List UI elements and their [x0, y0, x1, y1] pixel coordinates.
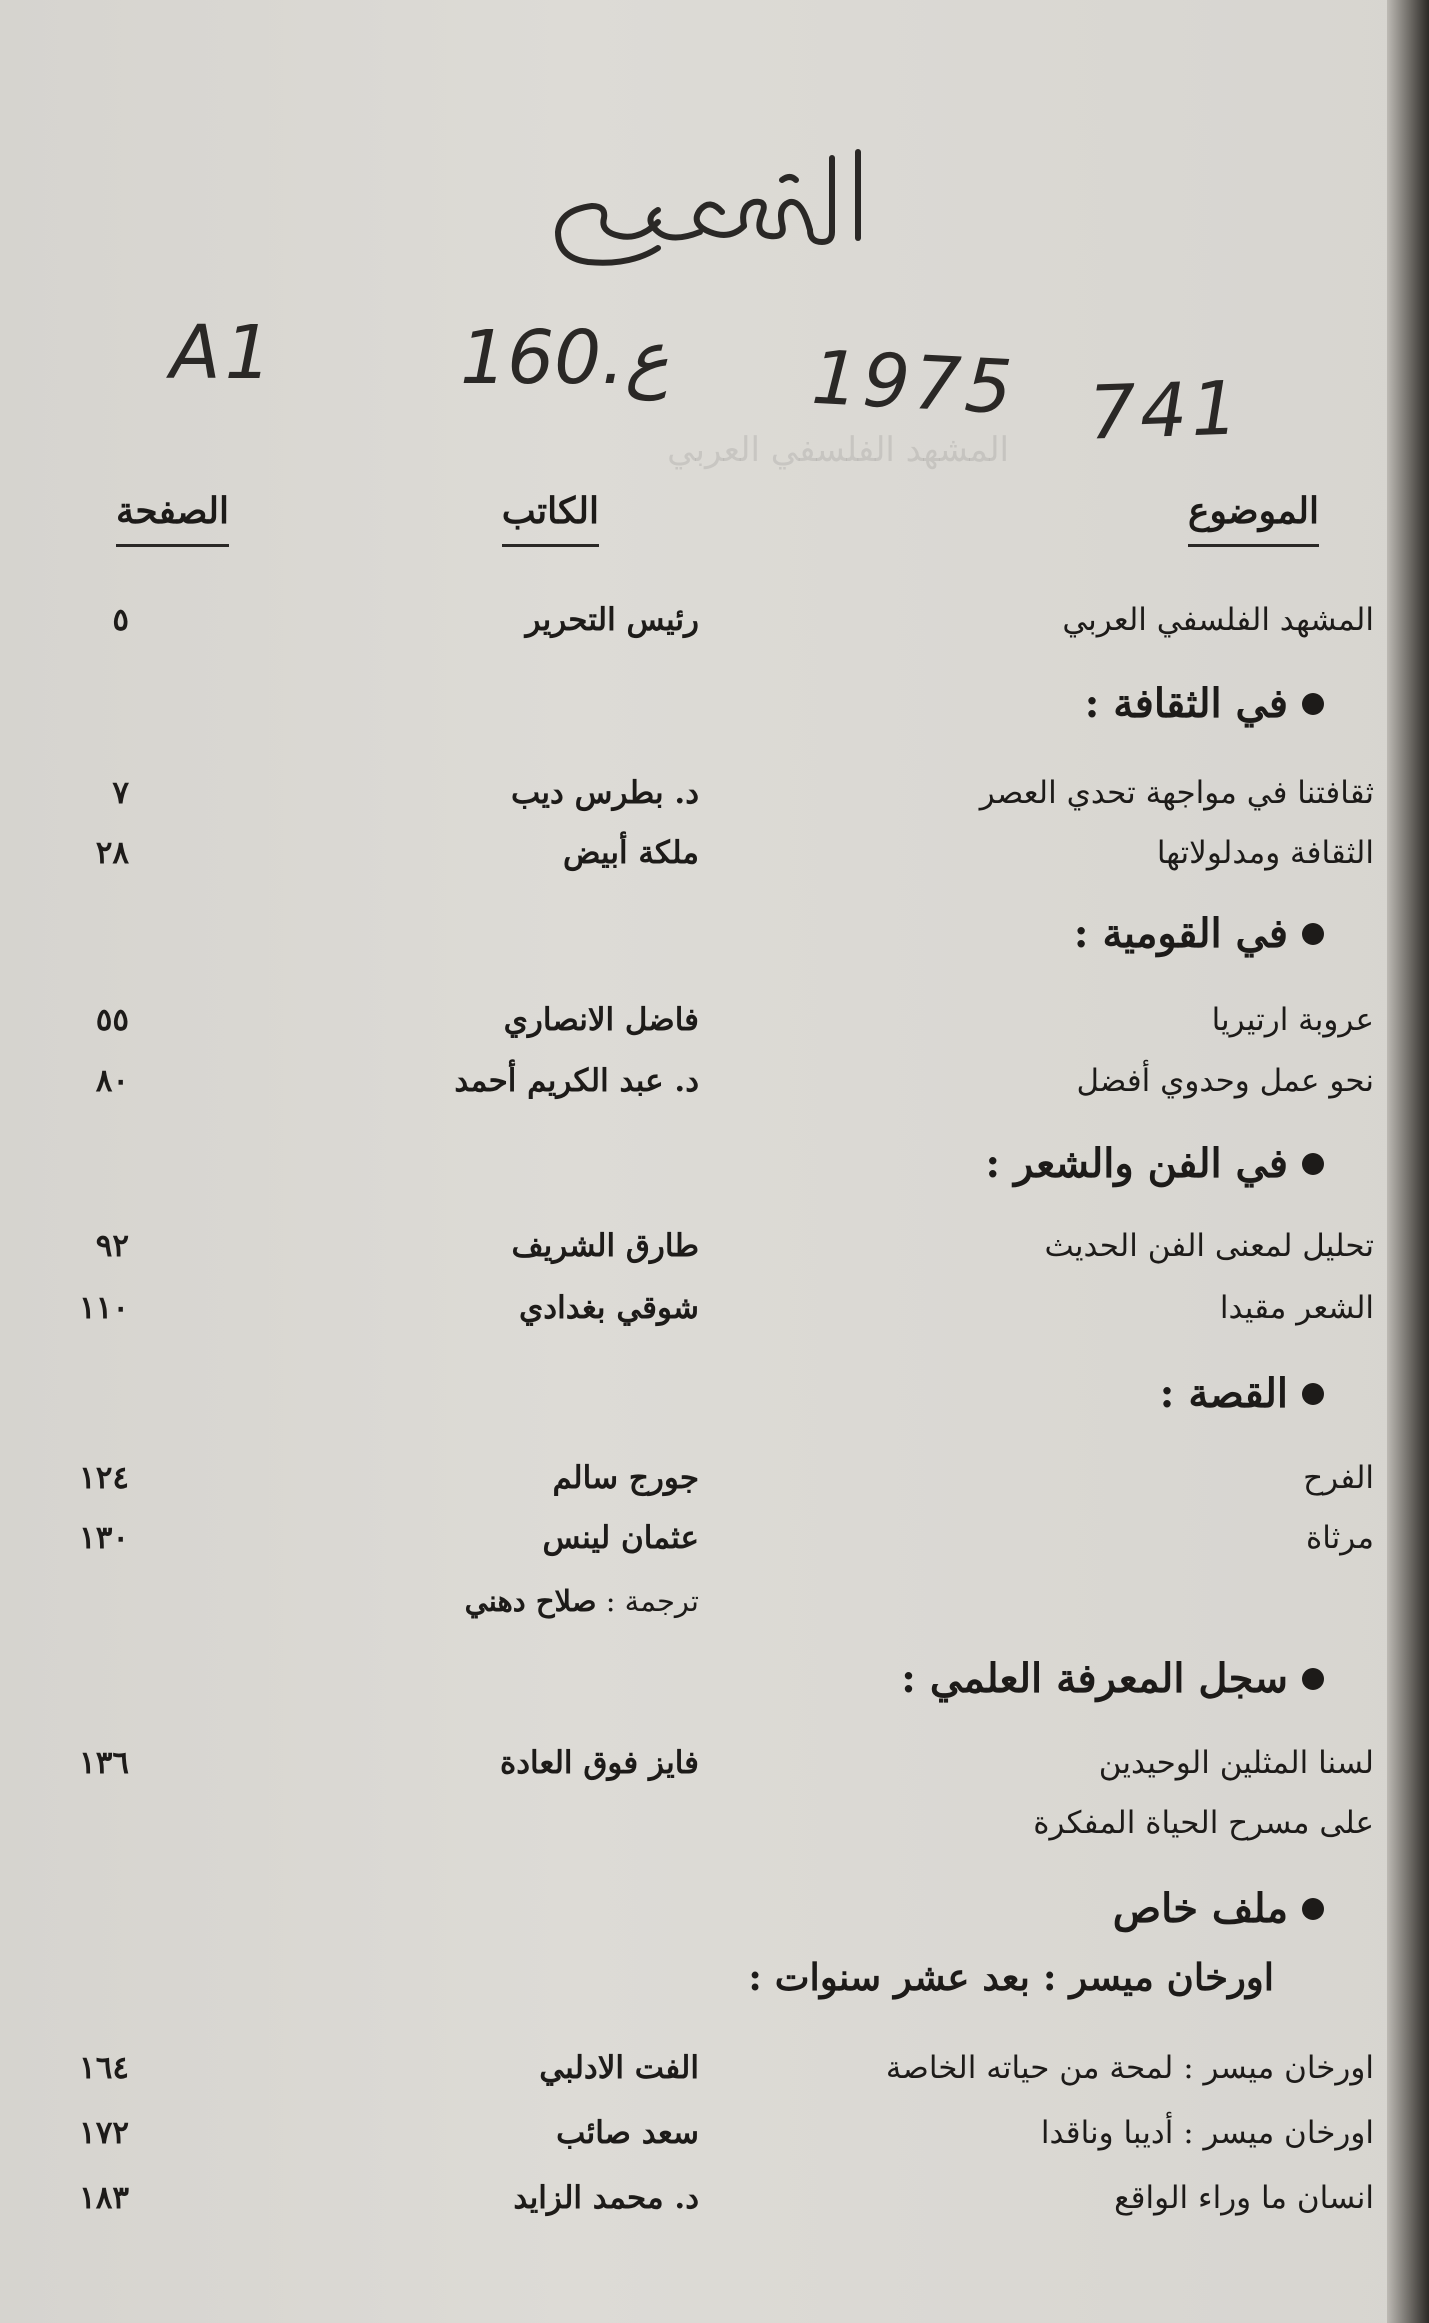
call-number-part: 741: [1087, 365, 1244, 457]
entry-author: رئيس التحرير: [525, 602, 699, 638]
entry-title-continuation: على مسرح الحياة المفكرة: [1033, 1805, 1374, 1841]
entry-author: الفت الادلبي: [539, 2050, 699, 2086]
entry-page: ١٦٤: [79, 2050, 129, 2086]
entry-title: عروبة ارتيريا: [1211, 1002, 1374, 1038]
section-heading-label: ملف خاص: [1112, 1885, 1288, 1932]
bullet-icon: [1302, 1668, 1324, 1690]
entry-author: فاضل الانصاري: [503, 1002, 699, 1038]
entry-page: ١٧٢: [79, 2115, 129, 2151]
entry-author: د. بطرس ديب: [510, 775, 699, 811]
entry-title: نحو عمل وحدوي أفضل: [1076, 1063, 1374, 1099]
section-heading-label: في الفن والشعر :: [985, 1140, 1288, 1187]
section-heading: [901, 1655, 1324, 1702]
entry-author: د. محمد الزايد: [513, 2180, 699, 2216]
entry-author: طارق الشريف: [511, 1228, 699, 1264]
entry-page: ٥٥: [95, 1002, 129, 1038]
bullet-icon: [1302, 1383, 1324, 1405]
bullet-icon: [1302, 923, 1324, 945]
entry-title: تحليل لمعنى الفن الحديث: [1044, 1228, 1374, 1264]
entry-author: ملكة أبيض: [563, 835, 699, 871]
handwritten-title: [540, 140, 880, 270]
entry-title: لسنا المثلين الوحيدين: [1098, 1745, 1374, 1781]
entry-title: اورخان ميسر : أديبا وناقدا: [1040, 2115, 1374, 2151]
section-heading: [985, 1140, 1324, 1187]
entry-page: ١١٠: [79, 1290, 129, 1326]
section-heading: [1160, 1370, 1324, 1417]
entry-title: اورخان ميسر : لمحة من حياته الخاصة: [885, 2050, 1374, 2086]
call-number-part: 1975: [809, 334, 1019, 432]
header-topic-label: الموضوع: [1187, 490, 1319, 532]
section-heading: [1113, 1885, 1324, 1932]
entry-page: ٩٢: [95, 1228, 129, 1264]
entry-title: الفرح: [1303, 1460, 1374, 1496]
entry-page: ١٨٣: [79, 2180, 129, 2216]
entry-author: عثمان لينس: [542, 1520, 699, 1556]
section-heading-label: القصة :: [1159, 1370, 1288, 1417]
translation-prefix: ترجمة :: [605, 1584, 699, 1618]
header-underline: [502, 544, 599, 547]
section-heading: [1085, 680, 1324, 727]
translator-name: صلاح دهني: [464, 1584, 597, 1618]
header-page-label: الصفحة: [116, 490, 229, 532]
bullet-icon: [1302, 693, 1324, 715]
entry-page: ١٣٠: [79, 1520, 129, 1556]
entry-author: جورج سالم: [552, 1460, 699, 1496]
entry-page: ٥: [112, 602, 129, 638]
section-heading: [1074, 910, 1324, 957]
entry-page: ٨٠: [95, 1063, 129, 1099]
section-heading-label: سجل المعرفة العلمي :: [901, 1655, 1288, 1702]
header-author-label: الكاتب: [501, 490, 599, 532]
bullet-icon: [1302, 1153, 1324, 1175]
call-number-part: A1: [170, 310, 276, 396]
entry-page: ١٣٦: [79, 1745, 129, 1781]
header-topic: [1188, 490, 1319, 547]
entry-title: ثقافتنا في مواجهة تحدي العصر: [979, 775, 1374, 811]
entry-author: فايز فوق العادة: [500, 1745, 699, 1781]
translation-credit: [465, 1584, 699, 1618]
entry-title: انسان ما وراء الواقع: [1114, 2180, 1374, 2216]
header-underline: [116, 544, 229, 547]
entry-title: الثقافة ومدلولاتها: [1156, 835, 1374, 871]
call-number-part: 160.ع: [460, 315, 669, 401]
bleed-through: المشهد الفلسفي العربي: [667, 430, 1009, 470]
page-edge-shadow: [1387, 0, 1429, 2323]
handwritten-title-drawing: [540, 140, 880, 270]
entry-author: سعد صائب: [556, 2115, 699, 2151]
entry-title: مرثاة: [1305, 1520, 1374, 1556]
header-page: [116, 490, 229, 547]
section-heading-label: في القومية :: [1073, 910, 1288, 957]
section-heading-label: في الثقافة :: [1084, 680, 1288, 727]
entry-page: ٢٨: [95, 835, 129, 871]
header-underline: [1188, 544, 1319, 547]
bullet-icon: [1302, 1898, 1324, 1920]
entry-page: ١٢٤: [79, 1460, 129, 1496]
entry-title: الشعر مقيدا: [1219, 1290, 1374, 1326]
section-subheading: اورخان ميسر : بعد عشر سنوات :: [748, 1955, 1274, 1999]
entry-author: د. عبد الكريم أحمد: [454, 1063, 699, 1099]
entry-title: المشهد الفلسفي العربي: [1062, 602, 1374, 638]
entry-page: ٧: [112, 775, 129, 811]
header-author: [502, 490, 599, 547]
entry-author: شوقي بغدادي: [519, 1290, 699, 1326]
